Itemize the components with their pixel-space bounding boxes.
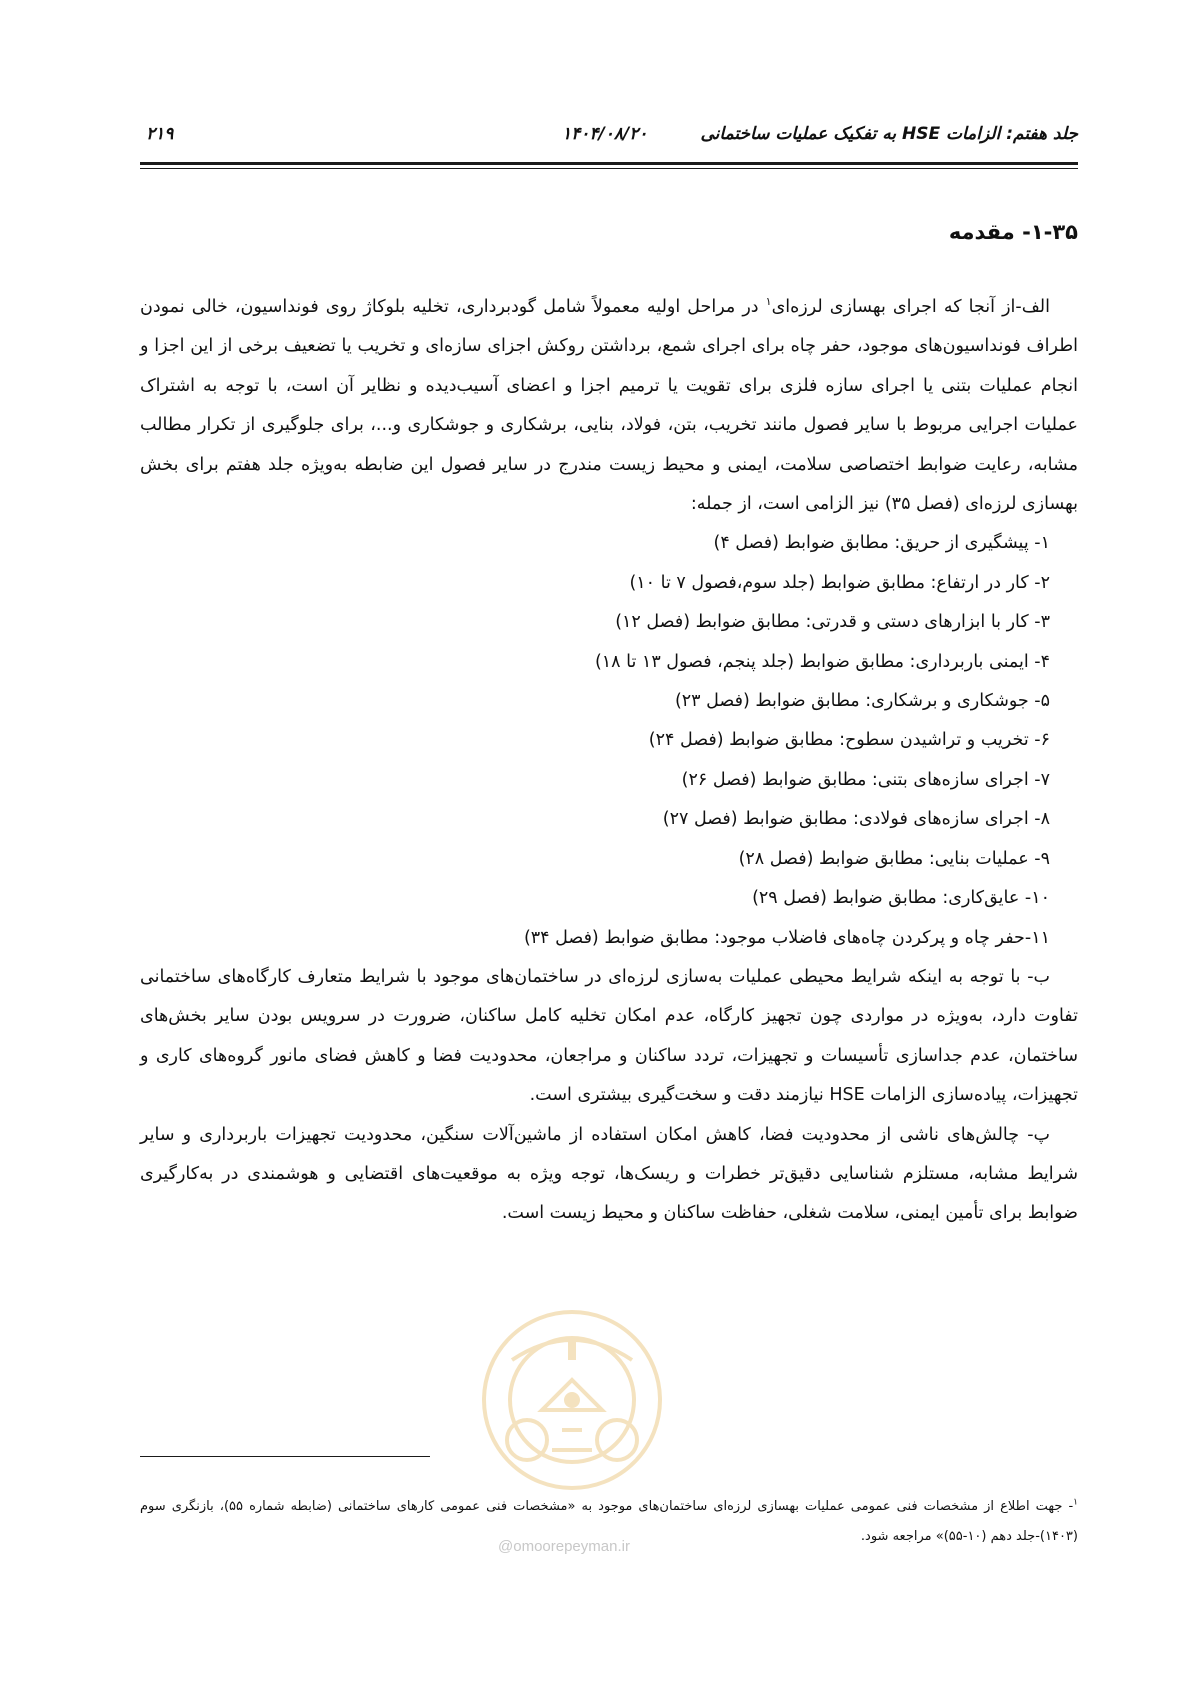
watermark-seal-icon [472, 1300, 672, 1500]
paragraph-be: ب- با توجه به اینکه شرایط محیطی عملیات به‌سازی لرزه‌ای در ساختمان‌های موجود با شرایط متعارف کارگاه‌های ساختمانی تفاوت دارد، به‌ویژه در مواردی چون تجهیز کارگاه، عدم امکان تخلیه کامل ساکنان، ضرورت در سرویس بودن سایر بخش‌های ساختمان، عدم جداسازی تأسیسات و تجهیزات، تردد ساکنان و مراجعان، محدودیت فضا و کاهش فضای مانور گروه‌های کاری و تجهیزات، پیاده‌سازی الزامات HSE نیازمند دقت و سخت‌گیری بیشتری است. [140, 966, 1078, 1106]
footnote-text-block [140, 1492, 1078, 1552]
list-item: ۵- جوشکاری و برشکاری: مطابق ضوابط (فصل ۲۳) [674, 691, 1050, 712]
paragraph-alef-lead: الف-از آنجا که اجرای بهسازی لرزه‌ای [771, 297, 1051, 317]
header-title: جلد هفتم: الزامات HSE به تفکیک عملیات ساختمانی [700, 124, 1078, 144]
body-text [140, 288, 1078, 1234]
footnote-text: - جهت اطلاع از مشخصات فنی عمومی عملیات بهسازی لرزه‌ای ساختمان‌های موجود به «مشخصات فنی عمومی کارهای ساختمانی (ضابطه شماره ۵۵)، بازنگری سوم (۱۴۰۳)-جلد دهم (۱۰-۵۵)» مراجعه شود. [140, 1499, 1078, 1544]
footnote-rule [140, 1456, 430, 1457]
footnote [140, 1492, 1078, 1552]
list-item: ۳- کار با ابزارهای دستی و قدرتی: مطابق ضوابط (فصل ۱۲) [615, 612, 1050, 633]
paragraph-pe: پ- چالش‌های ناشی از محدودیت فضا، کاهش امکان استفاده از ماشین‌آلات سنگین، محدودیت تجهیزات باربرداری و سایر شرایط مشابه، مستلزم شناسایی دقیق‌تر خطرات و ریسک‌ها، توجه ویژه به موقعیت‌های اقتضایی و هوشمندی در به‌کارگیری ضوابط برای تأمین ایمنی، سلامت شغلی، حفاظت ساکنان و محیط زیست است. [140, 1124, 1078, 1224]
section-title: ۱-۳۵- مقدمه [948, 220, 1078, 244]
footnote-reference[interactable]: ۱ [765, 295, 772, 309]
header-rule-thin [140, 168, 1078, 169]
list-item: ۷- اجرای سازه‌های بتنی: مطابق ضوابط (فصل ۲۶) [681, 769, 1050, 790]
list-item: ۱۰- عایق‌کاری: مطابق ضوابط (فصل ۲۹) [752, 888, 1050, 909]
list-item: ۸- اجرای سازه‌های فولادی: مطابق ضوابط (فصل ۲۷) [662, 809, 1050, 830]
requirements-list [140, 524, 1078, 957]
running-header [140, 124, 1078, 154]
list-item: ۱- پیشگیری از حریق: مطابق ضوابط (فصل ۴) [713, 533, 1050, 554]
header-rule-thick [140, 162, 1078, 165]
paragraph-alef [140, 288, 1078, 524]
list-item: ۴- ایمنی باربرداری: مطابق ضوابط (جلد پنجم، فصول ۱۳ تا ۱۸) [594, 651, 1050, 672]
list-item: ۱۱-حفر چاه و پرکردن چاه‌های فاضلاب موجود: مطابق ضوابط (فصل ۳۴) [523, 927, 1050, 948]
list-item: ۲- کار در ارتفاع: مطابق ضوابط (جلد سوم،فصول ۷ تا ۱۰) [629, 572, 1050, 593]
header-date: ۱۴۰۴/۰۸/۲۰ [562, 124, 648, 144]
list-item: ۹- عملیات بنایی: مطابق ضوابط (فصل ۲۸) [738, 848, 1050, 869]
footnote-marker: ۱ [1073, 1497, 1078, 1508]
page-number: ۲۱۹ [146, 124, 174, 144]
paragraph-alef-rest: در مراحل اولیه معمولاً شامل گودبرداری، تخلیه بلوکاژ روی فونداسیون، خالی نمودن اطراف فونداسیون‌های موجود، حفر چاه برای اجرای شمع، برداشتن روکش اجزای سازه‌ای و تخریب یا تضعیف برخی از این اجزا و انجام عملیات بتنی یا اجرای سازه فلزی برای تقویت یا ترمیم اجزا و اعضای آسیب‌دیده و نظایر آن است، با توجه به اشتراک عملیات اجرایی مربوط با سایر فصول مانند تخریب، بتن، فولاد، بنایی، برشکاری و جوشکاری و...، برای جلوگیری از تکرار مطالب مشابه، رعایت ضوابط اختصاصی سلامت، ایمنی و محیط زیست مندرج در سایر فصول این ضابطه به‌ویژه جلد هفتم برای بخش بهسازی لرزه‌ای (فصل ۳۵) نیز الزامی است، از جمله: [140, 297, 1078, 515]
watermark-url: @omoorepeyman.ir [498, 1538, 630, 1555]
list-item: ۶- تخریب و تراشیدن سطوح: مطابق ضوابط (فصل ۲۴) [648, 730, 1050, 751]
